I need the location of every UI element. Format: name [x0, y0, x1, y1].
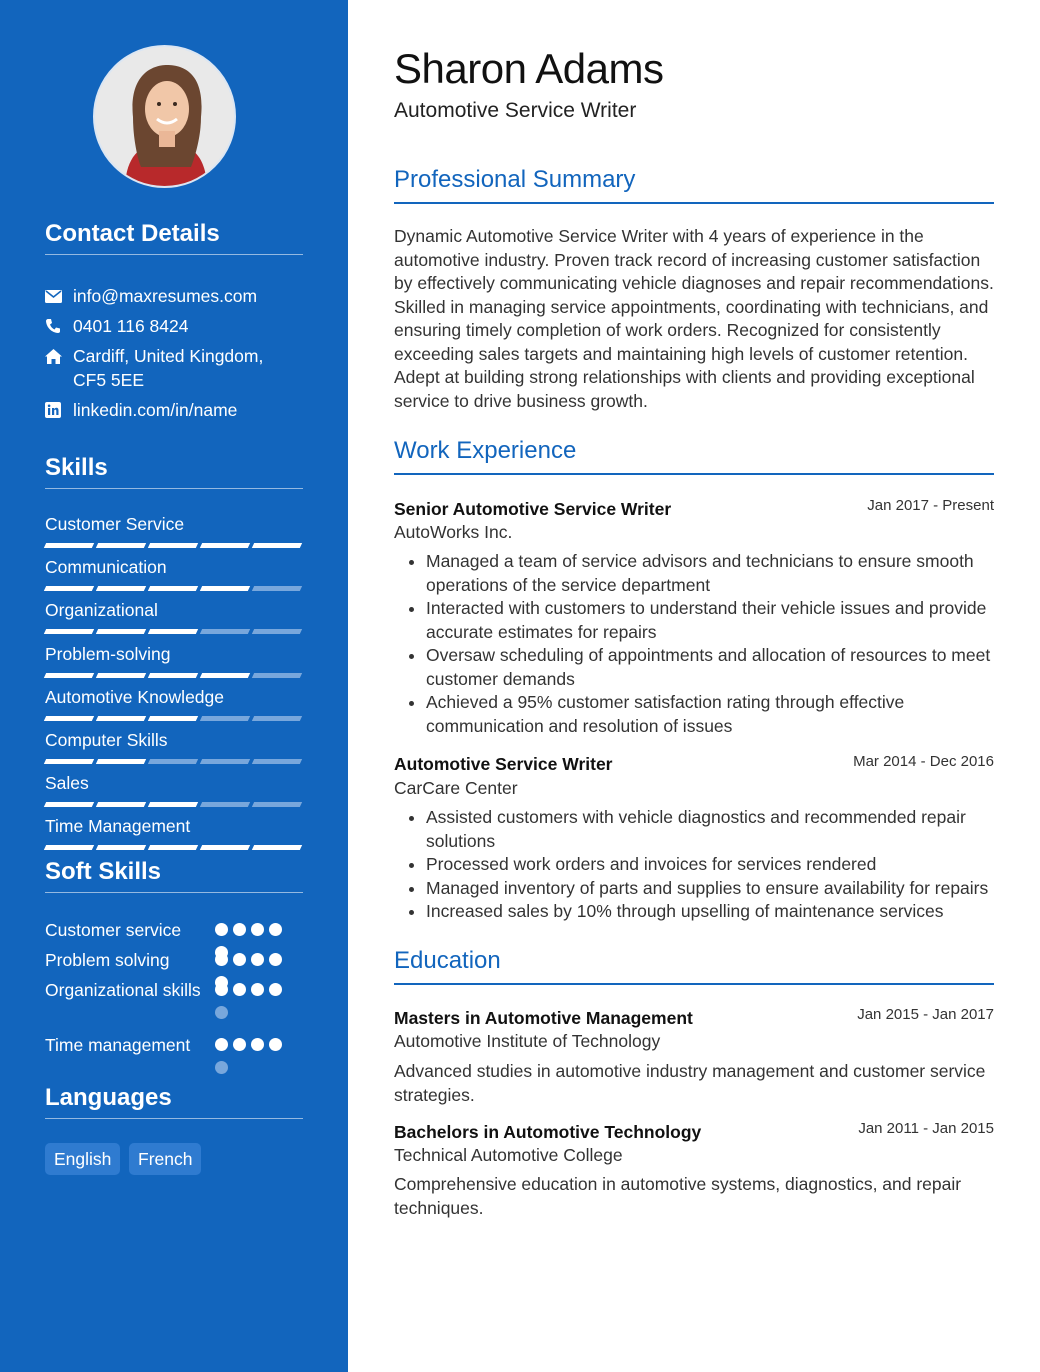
soft-skill-name: Time management	[45, 1035, 191, 1055]
list-item: • Oversaw scheduling of appointments and allocation of resources to meet customer demands	[426, 644, 996, 691]
list-item: • Processed work orders and invoices for services rendered	[426, 853, 996, 877]
languages-heading: Languages	[45, 1084, 303, 1119]
degree-description: Advanced studies in automotive industry management and customer service strategies.	[394, 1061, 986, 1105]
rating-dot	[215, 923, 228, 936]
skill-bar-segment	[252, 586, 302, 591]
job-company: AutoWorks Inc.	[394, 522, 513, 542]
soft-skill-name: Customer service	[45, 920, 182, 940]
skill-bar-segment	[96, 629, 146, 634]
list-item: • Managed a team of service advisors and technicians to ensure smooth operations of the service department	[426, 550, 996, 597]
skill-bar-segment	[148, 543, 198, 548]
skill-bar-segment	[44, 845, 94, 850]
contact-phone[interactable]	[45, 314, 295, 338]
skill-level-bar	[45, 586, 301, 591]
skill-bar-segment	[252, 673, 302, 678]
skill-bar-segment	[44, 543, 94, 548]
list-item: • Achieved a 95% customer satisfaction rating through effective communication and resolution of issues	[426, 691, 996, 738]
rating-dot	[233, 923, 246, 936]
skill-bar-segment	[200, 716, 250, 721]
skill-bar-segment	[148, 716, 198, 721]
envelope-icon	[45, 284, 73, 308]
address-line-1: Cardiff, United Kingdom,	[73, 346, 264, 366]
skill-bar-segment	[200, 586, 250, 591]
soft-skill-rating	[215, 1038, 295, 1084]
rating-dot	[233, 953, 246, 966]
rating-dot	[215, 1038, 228, 1051]
skill-bar-segment	[200, 802, 250, 807]
skill-name: Sales	[45, 773, 89, 793]
skill-name: Problem-solving	[45, 644, 171, 664]
language-badge-french: French	[129, 1143, 201, 1175]
rating-dot	[251, 1038, 264, 1051]
rating-dot	[269, 923, 282, 936]
list-item: • Managed inventory of parts and supplies to ensure availability for repairs	[426, 877, 996, 901]
skill-bar-segment	[148, 673, 198, 678]
skill-bar-segment	[44, 629, 94, 634]
summary-text: Dynamic Automotive Service Writer with 4 years of experience in the automotive industry. Proven track record of increasing customer satisfaction by effectively communicating vehicle diagnoses and repair recommendations. Skilled in managing service appointments, coordinating with technicians, and ensuring timely completion of work orders. Recognized for consistently exceeding sales targets and maintaining high levels of customer retention. Adept at building strong relationships with clients and providing exceptional service to drive business growth.	[394, 226, 994, 411]
phone-text: 0401 116 8424	[73, 316, 189, 336]
rating-dot	[233, 1038, 246, 1051]
skill-bar-segment	[96, 716, 146, 721]
school-name: Technical Automotive College	[394, 1145, 623, 1165]
rating-dot	[251, 923, 264, 936]
skill-bar-segment	[252, 543, 302, 548]
experience-heading: Work Experience	[394, 437, 994, 475]
skill-name: Communication	[45, 557, 167, 577]
education-heading: Education	[394, 947, 994, 985]
skill-bar-segment	[200, 759, 250, 764]
profile-photo	[95, 47, 236, 188]
linkedin-text: linkedin.com/in/name	[73, 400, 238, 420]
skill-bar-segment	[44, 586, 94, 591]
skill-name: Customer Service	[45, 514, 185, 534]
rating-dot	[215, 1006, 228, 1019]
home-icon	[45, 344, 73, 368]
rating-dot	[215, 953, 228, 966]
school-name: Automotive Institute of Technology	[394, 1031, 661, 1051]
sidebar	[0, 0, 348, 1372]
job-bullets	[426, 806, 996, 924]
candidate-role: Automotive Service Writer	[394, 99, 637, 122]
rating-dot	[215, 983, 228, 996]
rating-dot	[251, 983, 264, 996]
linkedin-icon	[45, 398, 73, 422]
skills-heading: Skills	[45, 454, 303, 489]
skill-level-bar	[45, 673, 301, 678]
list-item: • Assisted customers with vehicle diagnostics and recommended repair solutions	[426, 806, 996, 853]
rating-dot	[233, 983, 246, 996]
degree-dates: Jan 2011 - Jan 2015	[858, 1120, 994, 1137]
skill-bar-segment	[148, 586, 198, 591]
soft-skill-name: Problem solving	[45, 950, 170, 970]
skill-bar-segment	[252, 759, 302, 764]
contact-address	[45, 344, 295, 392]
skill-level-bar	[45, 716, 301, 721]
list-item: • Interacted with customers to understand their vehicle issues and provide accurate estimates for repairs	[426, 597, 996, 644]
skill-bar-segment	[96, 586, 146, 591]
phone-icon	[45, 314, 73, 338]
soft-skill-name: Organizational skills	[45, 980, 201, 1000]
skill-bar-segment	[96, 673, 146, 678]
degree-description: Comprehensive education in automotive systems, diagnostics, and repair techniques.	[394, 1174, 962, 1218]
skill-bar-segment	[44, 673, 94, 678]
language-badge-english: English	[45, 1143, 120, 1175]
skill-bar-segment	[148, 629, 198, 634]
skill-level-bar	[45, 629, 301, 634]
skill-bar-segment	[96, 543, 146, 548]
skill-bar-segment	[44, 759, 94, 764]
email-text: info@maxresumes.com	[73, 286, 258, 306]
contact-details-heading: Contact Details	[45, 220, 303, 255]
skill-bar-segment	[252, 716, 302, 721]
job-dates: Jan 2017 - Present	[867, 497, 994, 514]
degree-title: Bachelors in Automotive Technology	[394, 1122, 702, 1142]
skill-bar-segment	[252, 802, 302, 807]
rating-dot	[251, 953, 264, 966]
rating-dot	[269, 983, 282, 996]
skill-name: Computer Skills	[45, 730, 168, 750]
skill-bar-segment	[200, 673, 250, 678]
skill-bar-segment	[252, 629, 302, 634]
rating-dot	[215, 1061, 228, 1074]
skill-bar-segment	[148, 759, 198, 764]
job-bullets	[426, 550, 996, 738]
summary-heading: Professional Summary	[394, 166, 994, 204]
skill-bar-segment	[200, 845, 250, 850]
contact-linkedin[interactable]	[45, 398, 295, 422]
skill-bar-segment	[44, 802, 94, 807]
skill-name: Organizational	[45, 600, 158, 620]
skill-bar-segment	[200, 629, 250, 634]
skill-level-bar	[45, 759, 301, 764]
skill-level-bar	[45, 845, 301, 850]
avatar	[93, 45, 236, 188]
degree-title: Masters in Automotive Management	[394, 1008, 693, 1028]
skill-level-bar	[45, 802, 301, 807]
soft-skill-rating	[215, 983, 295, 1029]
candidate-name: Sharon Adams	[394, 45, 664, 92]
skill-name: Time Management	[45, 816, 191, 836]
skill-bar-segment	[96, 845, 146, 850]
skill-bar-segment	[148, 802, 198, 807]
skill-level-bar	[45, 543, 301, 548]
list-item: • Increased sales by 10% through upselling of maintenance services	[426, 900, 996, 924]
skill-name: Automotive Knowledge	[45, 687, 224, 707]
skill-bar-segment	[252, 845, 302, 850]
job-title: Automotive Service Writer	[394, 754, 613, 774]
degree-dates: Jan 2015 - Jan 2017	[857, 1006, 994, 1023]
skill-bar-segment	[96, 759, 146, 764]
skill-bar-segment	[148, 845, 198, 850]
skill-bar-segment	[200, 543, 250, 548]
rating-dot	[269, 1038, 282, 1051]
soft-skills-heading: Soft Skills	[45, 858, 303, 893]
rating-dot	[269, 953, 282, 966]
skill-bar-segment	[96, 802, 146, 807]
job-dates: Mar 2014 - Dec 2016	[853, 753, 994, 770]
job-company: CarCare Center	[394, 778, 518, 798]
job-title: Senior Automotive Service Writer	[394, 499, 672, 519]
contact-email[interactable]	[45, 284, 295, 308]
address-line-2: CF5 5EE	[73, 370, 144, 390]
skill-bar-segment	[44, 716, 94, 721]
